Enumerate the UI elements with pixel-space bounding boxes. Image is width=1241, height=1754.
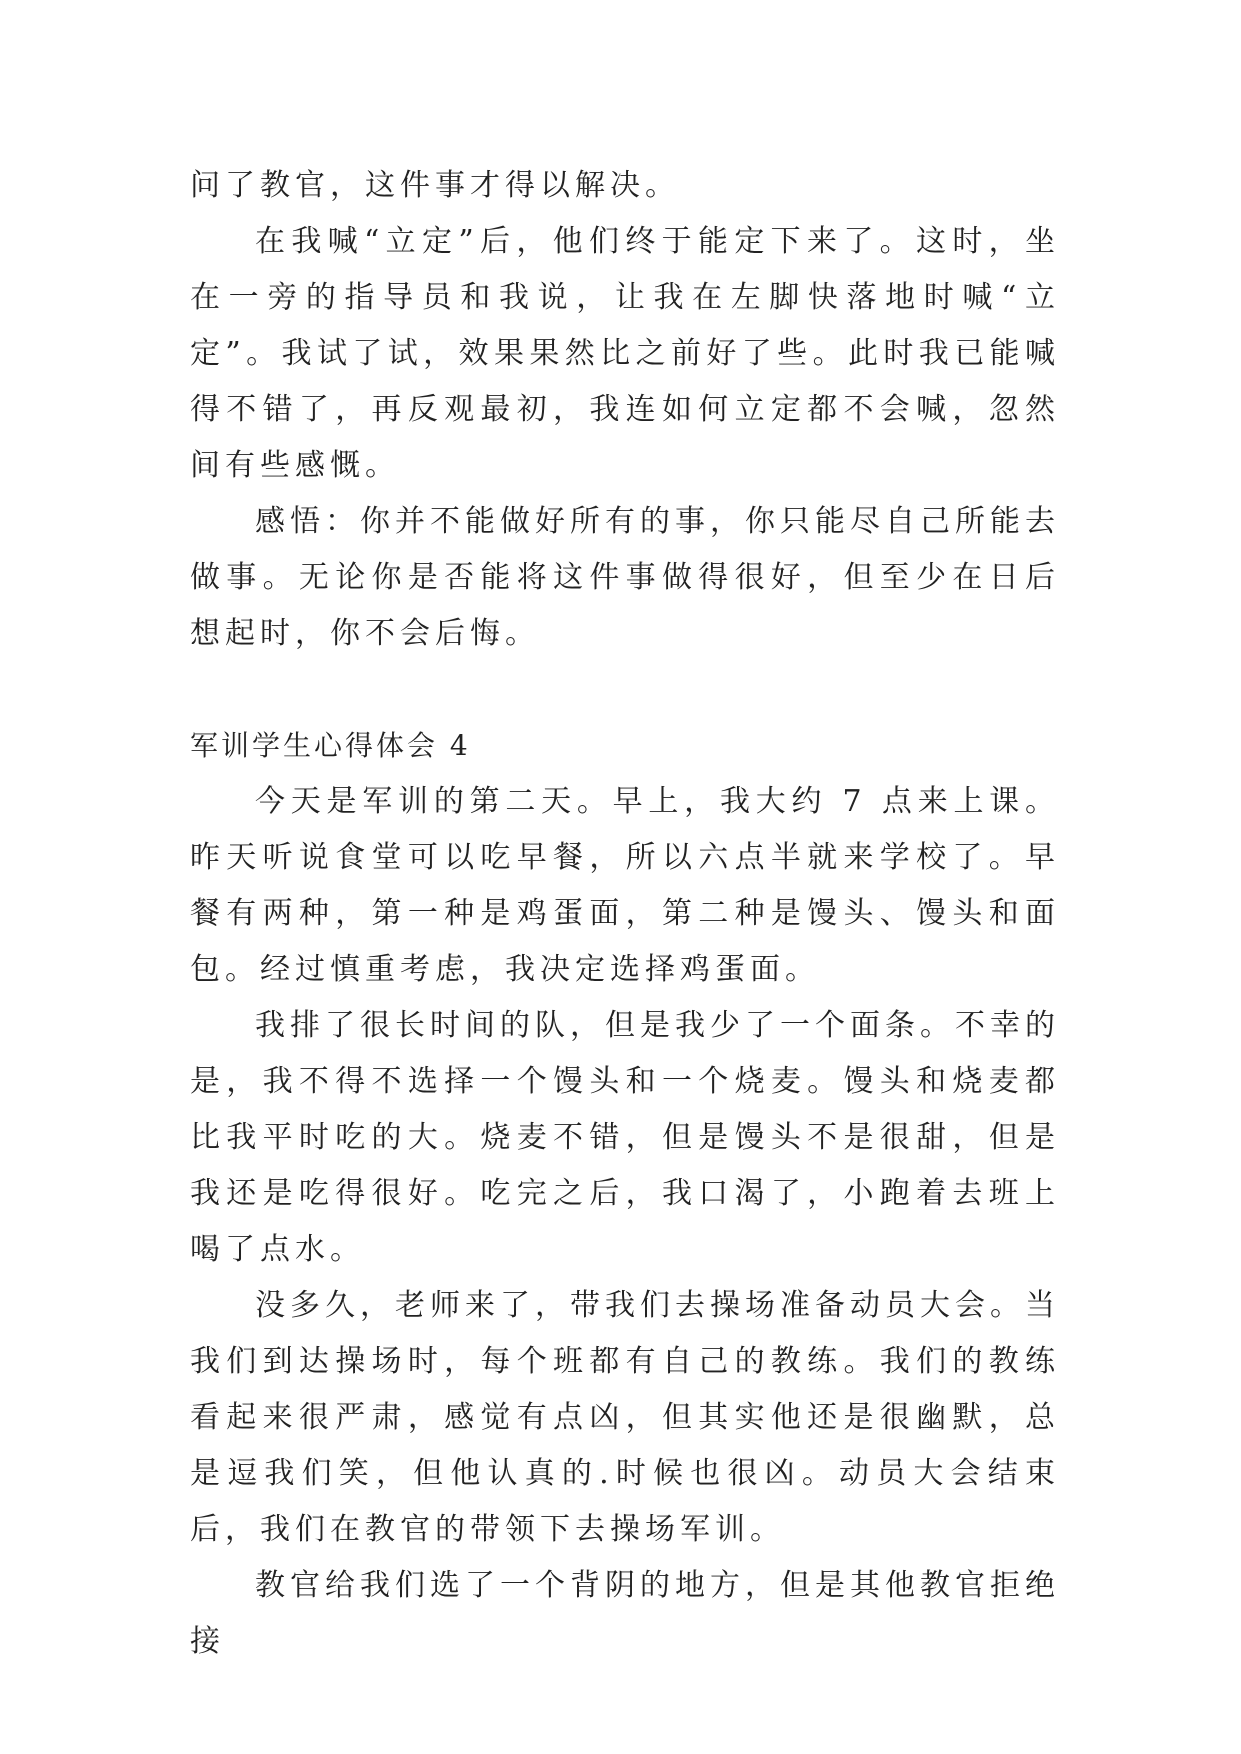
paragraph: 我排了很长时间的队，但是我少了一个面条。不幸的是，我不得不选择一个馒头和一个烧麦。馒头和烧麦都比我平时吃的大。烧麦不错，但是馒头不是很甜，但是我还是吃得很好。吃完之后，我口渴了，小跑着去班上喝了点水。 xyxy=(190,1008,1060,1267)
section-title: 军训学生心得体会 4 xyxy=(190,729,471,762)
section-spacer xyxy=(190,662,1060,718)
paragraph: 在我喊“立定”后，他们终于能定下来了。这时，坐在一旁的指导员和我说，让我在左脚快落地时喊“立定”。我试了试，效果果然比之前好了些。此时我已能喊得不错了，再反观最初，我连如何立定都不会喊，忽然间有些感慨。 xyxy=(190,224,1060,483)
paragraph: 今天是军训的第二天。早上，我大约 7 点来上课。昨天听说食堂可以吃早餐，所以六点半就来学校了。早餐有两种，第一种是鸡蛋面，第二种是馒头、馒头和面包。经过慎重考虑，我决定选择鸡蛋面。 xyxy=(190,784,1060,987)
paragraph-reflection: 感悟：你并不能做好所有的事，你只能尽自己所能去做事。无论你是否能将这件事做得很好，但至少在日后想起时，你不会后悔。 xyxy=(190,504,1060,651)
document-body xyxy=(190,158,1060,1670)
paragraph: 没多久，老师来了，带我们去操场准备动员大会。当我们到达操场时，每个班都有自己的教练。我们的教练看起来很严肃，感觉有点凶，但其实他还是很幽默，总是逗我们笑，但他认真的.时候也很凶。动员大会结束后，我们在教官的带领下去操场军训。 xyxy=(190,1288,1060,1547)
paragraph: 教官给我们选了一个背阴的地方，但是其他教官拒绝接 xyxy=(190,1568,1060,1659)
paragraph-continuation: 问了教官，这件事才得以解决。 xyxy=(190,168,680,203)
